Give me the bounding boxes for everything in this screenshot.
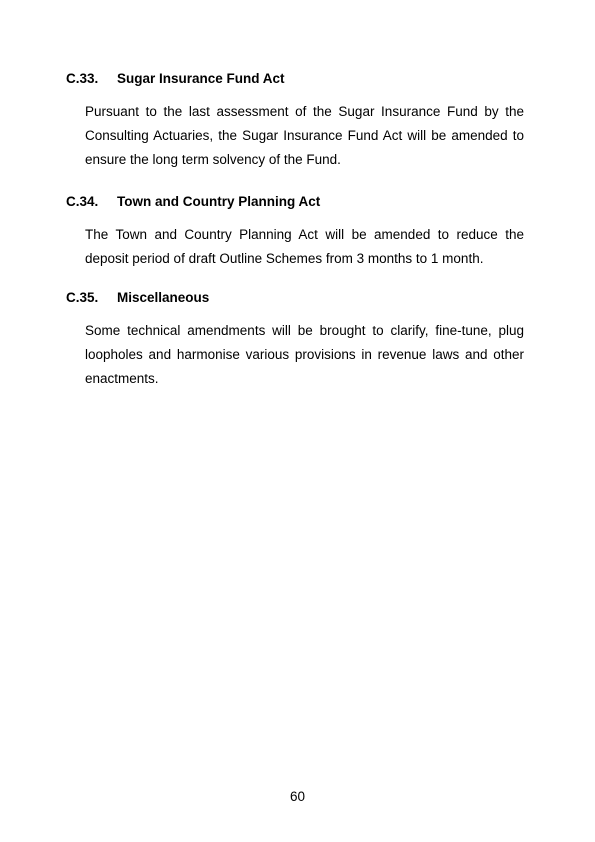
section-c33 [66,71,524,172]
section-heading [66,290,524,306]
section-heading [66,194,524,210]
page-number: 60 [289,789,306,804]
section-c34 [66,194,524,271]
section-number: C.33. [66,71,99,86]
section-title: Sugar Insurance Fund Act [117,71,285,86]
section-title: Miscellaneous [117,290,210,305]
section-paragraph: Pursuant to the last assessment of the Sugar Insurance Fund by the Consulting Actuaries, the Sugar Insurance Fund Act will be amended to ensure the long term solvency of the Fund. [85,104,524,167]
section-c35 [66,290,524,391]
section-paragraph: The Town and Country Planning Act will be amended to reduce the deposit period of draft Outline Schemes from 3 months to 1 month. [85,227,524,266]
section-paragraph: Some technical amendments will be brought to clarify, fine-tune, plug loopholes and harmonise various provisions in revenue laws and other enactments. [85,323,524,386]
section-title: Town and Country Planning Act [117,194,321,209]
section-number: C.35. [66,290,99,305]
section-number: C.34. [66,194,99,209]
section-heading [66,71,524,87]
